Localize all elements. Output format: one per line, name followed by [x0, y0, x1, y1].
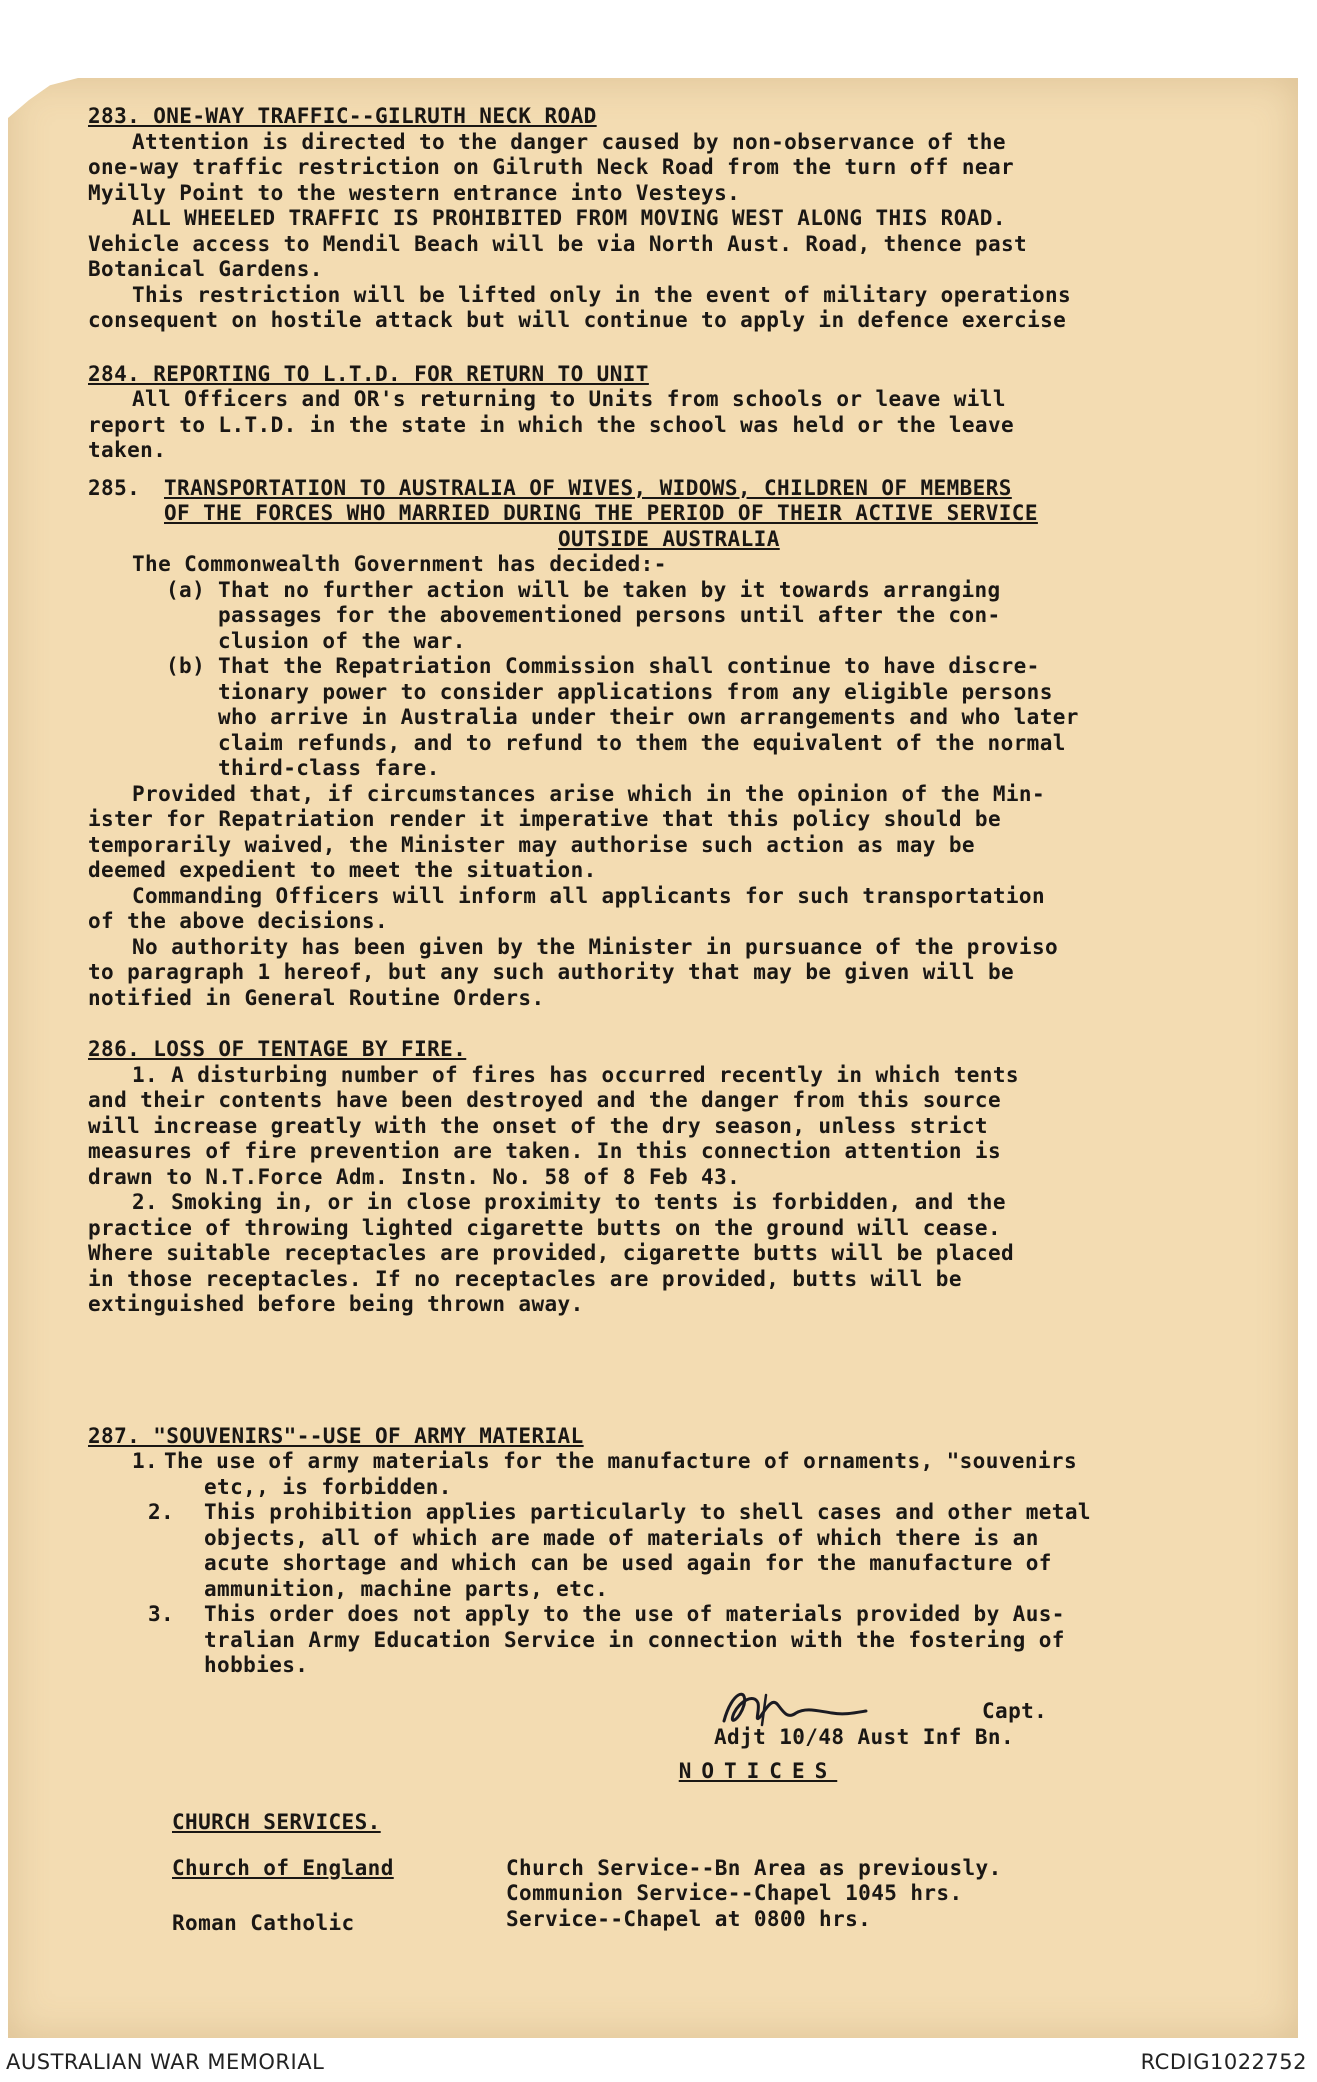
text-line: clusion of the war. — [218, 628, 466, 653]
item-label: (a) — [166, 577, 206, 602]
text-line: in those receptacles. If no receptacles are provided, butts will be — [88, 1266, 962, 1291]
section-283-heading: 283. ONE-WAY TRAFFIC--GILRUTH NECK ROAD — [88, 104, 597, 128]
text-line: Vehicle access to Mendil Beach will be via North Aust. Road, thence past — [88, 231, 1028, 256]
service-line: Service--Chapel at 0800 hrs. — [506, 1906, 872, 1931]
text-line: 1. A disturbing number of fires has occurred recently in which tents — [132, 1062, 1019, 1087]
section-284-heading: 284. REPORTING TO L.T.D. FOR RETURN TO UNIT — [88, 361, 649, 386]
text-line: will increase greatly with the onset of the dry season, unless strict — [88, 1113, 988, 1138]
text-line: That the Repatriation Commission shall continue to have discre- — [218, 654, 1040, 678]
section-284 — [88, 362, 1248, 464]
notices-title: NOTICES — [678, 1758, 838, 1783]
text-line: temporarily waived, the Minister may authorise such action as may be — [88, 832, 975, 857]
heading-line: TRANSPORTATION TO AUSTRALIA OF WIVES, WIDOWS, CHILDREN OF MEMBERS — [164, 475, 1012, 500]
routine-orders-document — [88, 104, 1248, 1943]
text-line: measures of fire prevention are taken. In this connection attention is — [88, 1139, 1002, 1163]
heading-line: OUTSIDE AUSTRALIA — [558, 526, 780, 551]
signature-rank: Capt. — [982, 1698, 1048, 1723]
service-line: Church Service--Bn Area as previously. — [506, 1855, 1002, 1880]
text-line: Commanding Officers will inform all applicants for such transportation — [132, 883, 1046, 908]
text-line: extinguished before being thrown away. — [88, 1292, 584, 1316]
section-287-heading: 287. "SOUVENIRS"--USE OF ARMY MATERIAL — [88, 1423, 584, 1448]
text-line: notified in General Routine Orders. — [88, 985, 545, 1010]
section-285 — [88, 476, 1248, 1012]
text-line: etc,, is forbidden. — [204, 1474, 452, 1499]
text-line: taken. — [88, 438, 167, 462]
list-item-2 — [88, 1500, 1248, 1602]
archive-reference: RCDIG1022752 — [1140, 2050, 1307, 2074]
text-line: and their contents have been destroyed and the danger from this source — [88, 1088, 1002, 1112]
text-line: of the above decisions. — [88, 909, 388, 933]
text-line: who arrive in Australia under their own arrangements and who later — [218, 705, 1079, 729]
church-services-heading: CHURCH SERVICES. — [172, 1810, 381, 1834]
section-283 — [88, 104, 1248, 334]
list-item-a — [88, 578, 1248, 655]
text-line: practice of throwing lighted cigarette butts on the ground will cease. — [88, 1215, 1002, 1240]
church-name: Roman Catholic — [172, 1910, 355, 1935]
text-line: passages for the abovementioned persons until after the con- — [218, 603, 1001, 627]
text-line: The Commonwealth Government has decided:- — [132, 552, 667, 576]
text-line: acute shortage and which can be used again for the manufacture of — [204, 1551, 1052, 1575]
text-line: This restriction will be lifted only in the event of military operations — [132, 282, 1072, 307]
section-286-heading: 286. LOSS OF TENTAGE BY FIRE. — [88, 1037, 467, 1061]
text-line: consequent on hostile attack but will continue to apply in defence exercise — [88, 308, 1067, 332]
text-line: Botanical Gardens. — [88, 257, 323, 281]
text-line: third-class fare. — [218, 756, 440, 780]
text-line: Provided that, if circumstances arise which in the opinion of the Min- — [132, 781, 1046, 806]
text-line: All Officers and OR's returning to Units from schools or leave will — [132, 387, 1006, 411]
service-line: Communion Service--Chapel 1045 hrs. — [506, 1881, 963, 1905]
text-line: This prohibition applies particularly to shell cases and other metal — [204, 1500, 1091, 1524]
section-285-number: 285. — [88, 475, 141, 500]
section-285-heading — [88, 476, 1248, 553]
text-line: drawn to N.T.Force Adm. Instn. No. 58 of 8 Feb 43. — [88, 1164, 741, 1189]
text-line: hobbies. — [204, 1653, 309, 1677]
text-line: claim refunds, and to refund to them the equivalent of the normal — [218, 730, 1066, 755]
archive-credit: AUSTRALIAN WAR MEMORIAL — [6, 2050, 325, 2074]
item-label: 2. — [148, 1500, 175, 1524]
text-line: ammunition, machine parts, etc. — [204, 1576, 609, 1601]
church-row-catholic — [172, 1907, 1248, 1943]
text-line: to paragraph 1 hereof, but any such authority that may be given will be — [88, 960, 1015, 984]
text-line: The use of army materials for the manufacture of ornaments, "souvenirs — [164, 1449, 1078, 1473]
text-line: Myilly Point to the western entrance into Vesteys. — [88, 180, 741, 205]
text-line: one-way traffic restriction on Gilruth Neck Road from the turn off near — [88, 155, 1015, 179]
item-label: (b) — [166, 654, 206, 678]
list-item-3 — [88, 1602, 1248, 1679]
signature-unit: Adjt 10/48 Aust Inf Bn. — [714, 1724, 1014, 1749]
section-286 — [88, 1037, 1248, 1318]
signature-block — [88, 1691, 1248, 1749]
text-line: ALL WHEELED TRAFFIC IS PROHIBITED FROM MOVING WEST ALONG THIS ROAD. — [132, 206, 1006, 230]
text-line: Where suitable receptacles are provided, cigarette butts will be placed — [88, 1241, 1015, 1265]
text-line: That no further action will be taken by it towards arranging — [218, 577, 1001, 602]
church-row-england — [172, 1856, 1248, 1907]
list-item-b — [88, 654, 1248, 782]
text-line: report to L.T.D. in the state in which the school was held or the leave — [88, 412, 1015, 437]
text-line: deemed expedient to meet the situation. — [88, 858, 597, 882]
item-label: 3. — [148, 1602, 175, 1626]
section-287 — [88, 1424, 1248, 1679]
text-line: No authority has been given by the Minister in pursuance of the proviso — [132, 934, 1059, 959]
heading-line: OF THE FORCES WHO MARRIED DURING THE PERIOD OF THEIR ACTIVE SERVICE — [164, 501, 1038, 525]
text-line: This order does not apply to the use of materials provided by Aus- — [204, 1602, 1065, 1626]
text-line: 2. Smoking in, or in close proximity to tents is forbidden, and the — [132, 1190, 1006, 1214]
text-line: Attention is directed to the danger caused by non-observance of the — [132, 129, 1006, 154]
list-item-1 — [88, 1449, 1248, 1500]
church-name: Church of England — [172, 1855, 394, 1880]
text-line: ister for Repatriation render it imperative that this policy should be — [88, 807, 1002, 831]
text-line: objects, all of which are made of materials of which there is an — [204, 1525, 1039, 1550]
text-line: tralian Army Education Service in connection with the fostering of — [204, 1627, 1065, 1652]
text-line: tionary power to consider applications from any eligible persons — [218, 679, 1053, 704]
item-label: 1. — [132, 1449, 159, 1473]
